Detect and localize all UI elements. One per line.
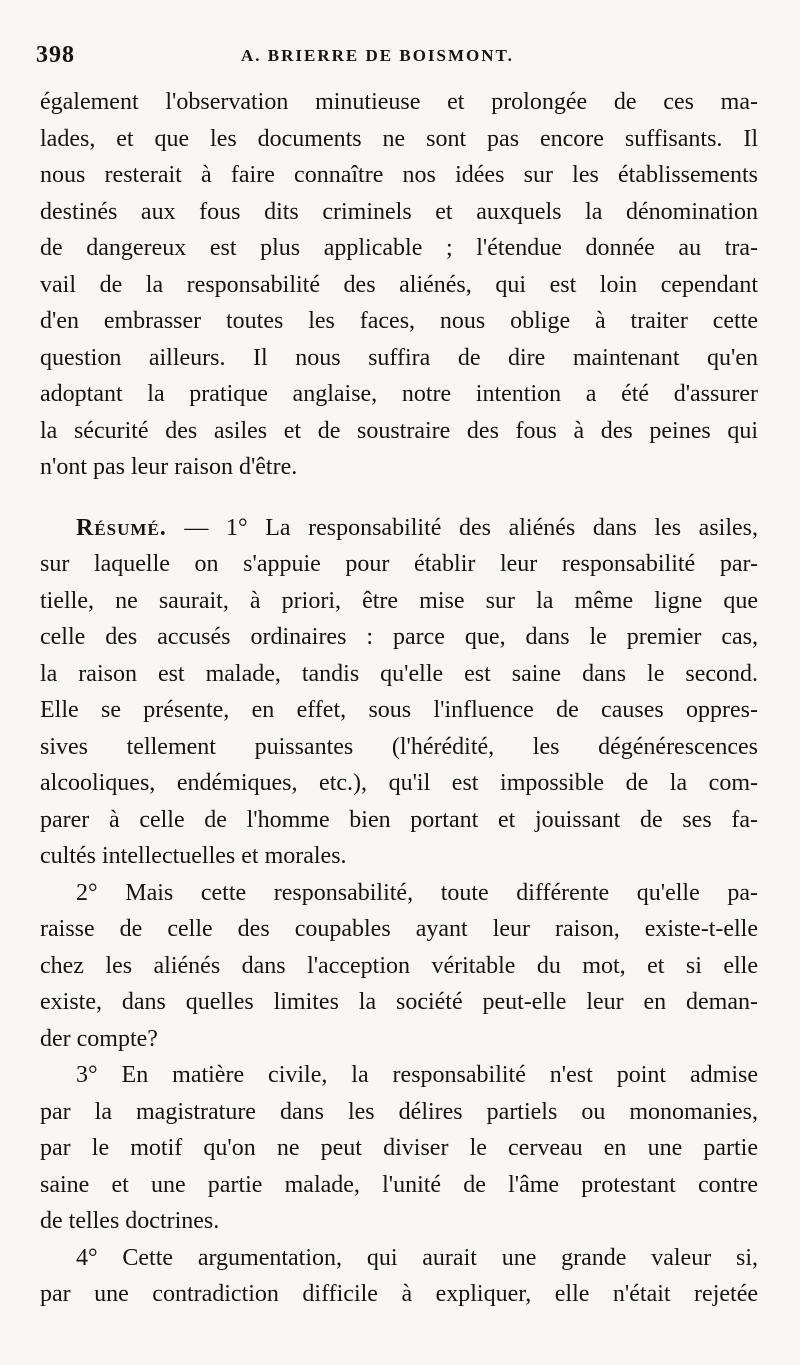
text-line: tielle, ne saurait, à priori, être mise sur la même ligne que — [40, 587, 758, 614]
running-head — [36, 42, 756, 72]
text-line: chez les aliénés dans l'acception véritable du mot, et si elle — [40, 952, 758, 979]
text-line: de telles doctrines. — [40, 1208, 220, 1234]
text-line: destinés aux fous dits criminels et auxquels la dénomination — [40, 198, 758, 225]
text-line: 4° Cette argumentation, qui aurait une grande valeur si, — [76, 1244, 758, 1271]
running-head-author: A. BRIERRE DE BOISMONT. — [241, 46, 514, 65]
text-line: sives tellement puissantes (l'hérédité, les dégénérescences — [40, 733, 758, 760]
text-line: Elle se présente, en effet, sous l'influence de causes oppres- — [40, 697, 758, 723]
text-line: lades, et que les documents ne sont pas encore suffisants. Il — [40, 125, 758, 152]
paragraph-point-2 — [40, 875, 758, 1058]
resume-label: Résumé. — [76, 514, 167, 541]
text-line: n'ont pas leur raison d'être. — [40, 454, 298, 480]
page-number: 398 — [36, 42, 75, 68]
text-line: celle des accusés ordinaires : parce que, dans le premier cas, — [40, 624, 758, 650]
text-line: sur laquelle on s'appuie pour établir leur responsabilité par- — [40, 551, 758, 577]
text-line: la raison est malade, tandis qu'elle est saine dans le second. — [40, 660, 758, 687]
text-line: également l'observation minutieuse et prolongée de ces ma- — [40, 89, 758, 115]
text-line: der compte? — [40, 1025, 158, 1052]
paragraph-resume — [40, 510, 758, 875]
text-line: de dangereux est plus applicable ; l'étendue donnée au tra- — [40, 235, 758, 261]
body-text — [40, 84, 758, 1313]
resume-first-line: — 1° La responsabilité des aliénés dans les asiles, — [166, 514, 758, 541]
text-line: la sécurité des asiles et de soustraire des fous à des peines qui — [40, 417, 758, 444]
text-line: cultés intellectuelles et morales. — [40, 843, 347, 869]
paragraph-intro — [40, 84, 758, 486]
text-line: d'en embrasser toutes les faces, nous oblige à traiter cette — [40, 308, 758, 334]
text-line: par le motif qu'on ne peut diviser le cerveau en une partie — [40, 1135, 758, 1161]
text-line: par une contradiction difficile à expliquer, elle n'était rejetée — [40, 1281, 758, 1307]
paragraph-gap — [40, 486, 758, 510]
text-line: saine et une partie malade, l'unité de l'âme protestant contre — [40, 1171, 758, 1198]
text-line: parer à celle de l'homme bien portant et jouissant de ses fa- — [40, 806, 758, 833]
text-line: raisse de celle des coupables ayant leur raison, existe-t-elle — [40, 916, 758, 942]
text-line — [40, 510, 758, 547]
paragraph-point-3 — [40, 1057, 758, 1240]
text-line: 3° En matière civile, la responsabilité n'est point admise — [76, 1062, 758, 1088]
text-line: par la magistrature dans les délires partiels ou monomanies, — [40, 1098, 758, 1125]
text-line: 2° Mais cette responsabilité, toute différente qu'elle pa- — [76, 879, 758, 906]
text-line: adoptant la pratique anglaise, notre intention a été d'assurer — [40, 381, 758, 407]
text-line: question ailleurs. Il nous suffira de dire maintenant qu'en — [40, 344, 758, 371]
text-line: existe, dans quelles limites la société peut-elle leur en deman- — [40, 989, 758, 1015]
paragraph-point-4 — [40, 1240, 758, 1313]
text-line: alcooliques, endémiques, etc.), qu'il est impossible de la com- — [40, 770, 758, 796]
text-line: vail de la responsabilité des aliénés, qui est loin cependant — [40, 271, 758, 298]
text-line: nous resterait à faire connaître nos idées sur les établissements — [40, 162, 758, 188]
